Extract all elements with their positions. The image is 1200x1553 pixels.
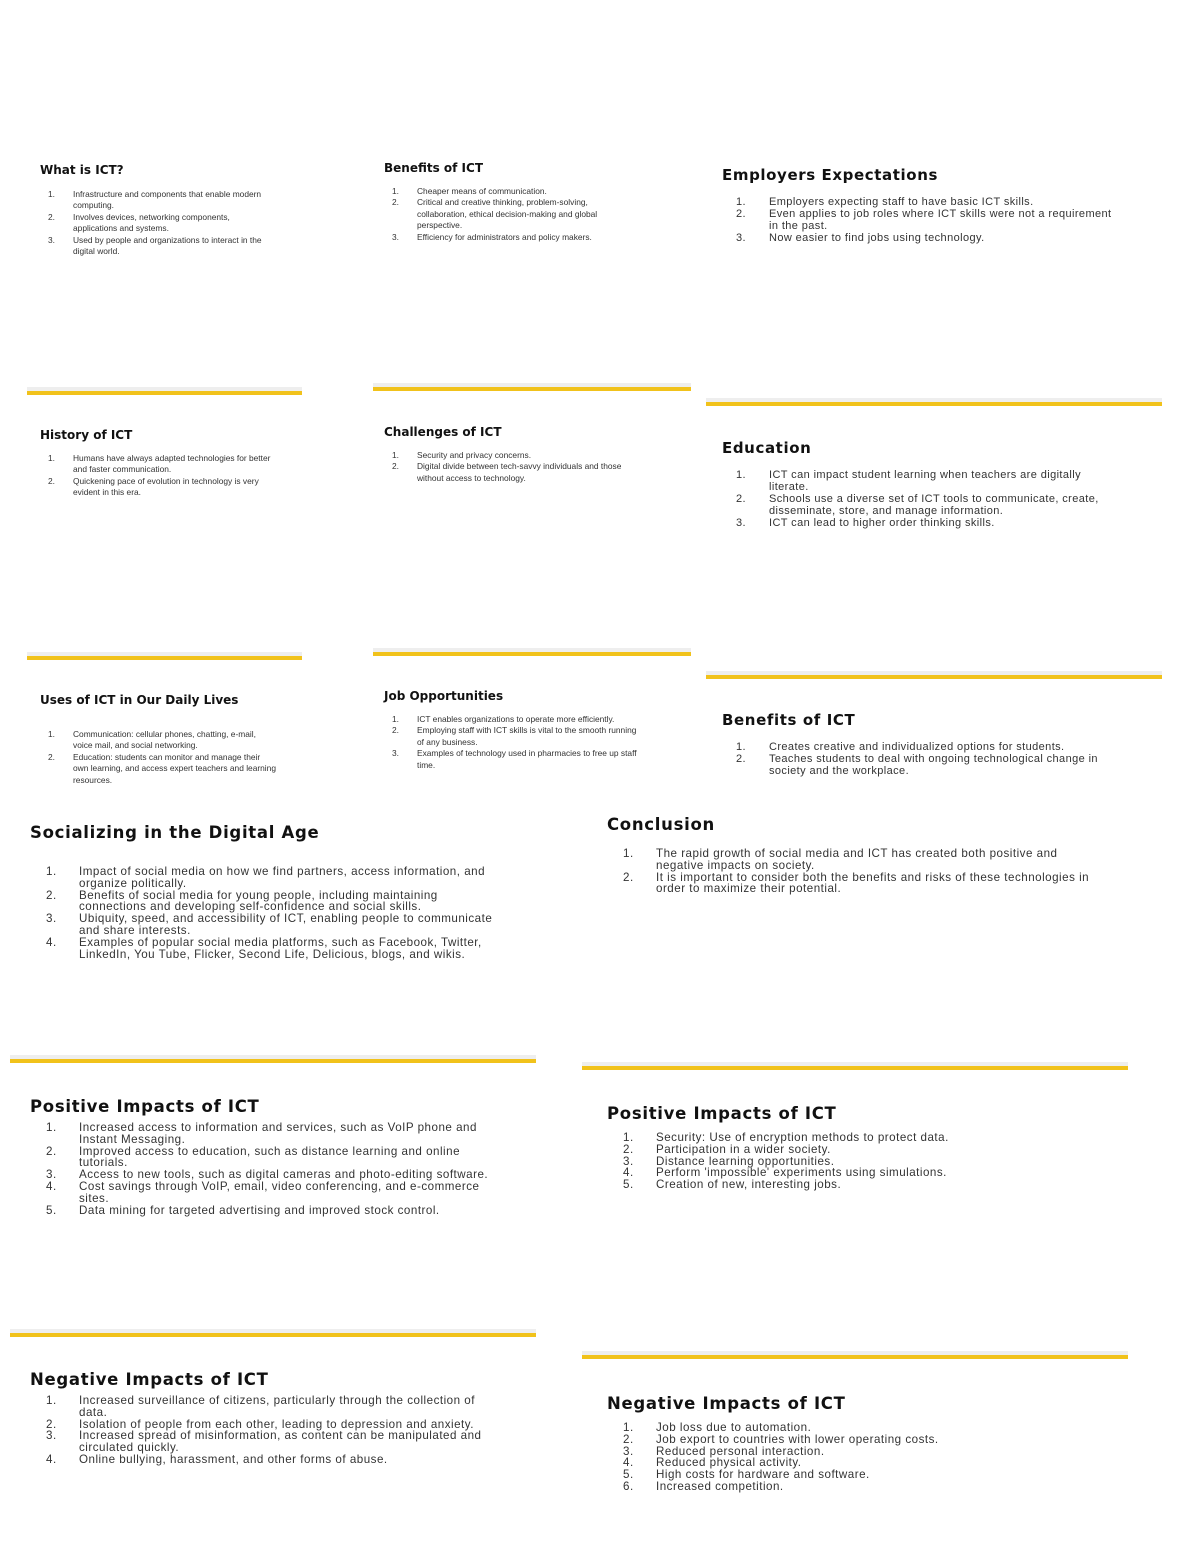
card-negative-impacts-1 — [30, 1370, 500, 1466]
list-item-number: 1. — [392, 186, 399, 196]
list-item-number: 1. — [623, 1131, 634, 1144]
card-history-of-ict — [40, 428, 276, 499]
list-item-text: Reduced personal interaction. — [656, 1444, 825, 1458]
list-item-text: Increased spread of misinformation, as content can be manipulated and circulated quickly. — [79, 1429, 482, 1455]
list-item-number: 1. — [736, 741, 746, 753]
list-item-number: 3. — [46, 1168, 57, 1182]
list-item — [48, 453, 276, 476]
card-title: Education — [722, 439, 812, 457]
card-title: Positive Impacts of ICT — [30, 1097, 260, 1116]
list-item-text: Increased competition. — [656, 1479, 784, 1493]
accent-divider — [373, 387, 691, 391]
card-challenges-of-ict — [384, 425, 644, 484]
accent-divider — [582, 1355, 1128, 1359]
list-item — [46, 1146, 500, 1170]
list-item-number: 2. — [623, 870, 634, 884]
list-item — [392, 450, 644, 461]
list-item-text: Reduced physical activity. — [656, 1456, 802, 1470]
card-benefits-of-ict-1 — [384, 161, 620, 243]
card-job-opportunities — [384, 689, 644, 771]
list-item-text: Used by people and organizations to interact in the digital world. — [73, 234, 262, 257]
accent-divider — [10, 1333, 536, 1337]
list-item-number: 3. — [623, 1154, 634, 1168]
list-item-text: Critical and creative thinking, problem-solving, collaboration, ethical decision-making and global perspective. — [417, 197, 598, 231]
list-item-number: 2. — [48, 211, 55, 222]
list-item — [48, 189, 276, 212]
list-item — [46, 1205, 500, 1217]
list-item-number: 3. — [46, 1429, 57, 1443]
list-item — [392, 714, 644, 725]
card-benefits-of-ict-2 — [722, 711, 1122, 777]
list-item-text: It is important to consider both the benefits and risks of these technologies in order to maximize their potential. — [656, 870, 1090, 896]
card-education — [722, 439, 1122, 529]
list-item-number: 1. — [46, 1121, 57, 1134]
list-item-text: Quickening pace of evolution in technology is very evident in this era. — [73, 475, 259, 498]
list-item-text: The rapid growth of social media and ICT has created both positive and negative impacts on society. — [656, 847, 1058, 872]
list-item-text: Ubiquity, speed, and accessibility of ICT, enabling people to communicate and share interests. — [79, 912, 493, 937]
card-list — [623, 1422, 1087, 1493]
list-item-number: 1. — [736, 196, 746, 208]
card-list — [46, 866, 500, 960]
card-list — [46, 1395, 500, 1466]
list-item-number: 3. — [736, 232, 746, 244]
list-item-number: 1. — [46, 865, 57, 878]
card-list — [623, 848, 1107, 895]
list-item-number: 2. — [46, 1417, 57, 1431]
list-item-number: 2. — [623, 1432, 634, 1446]
list-item-text: Humans have always adapted technologies for better and faster communication. — [73, 453, 271, 475]
list-item — [623, 1481, 1087, 1493]
card-title: What is ICT? — [40, 163, 124, 177]
list-item — [46, 1454, 500, 1466]
list-item-text: High costs for hardware and software. — [656, 1468, 870, 1482]
list-item-number: 2. — [48, 751, 55, 762]
list-item-text: Job loss due to automation. — [656, 1421, 812, 1434]
list-item-number: 4. — [623, 1456, 634, 1470]
list-item-text: ICT can lead to higher order thinking skills. — [769, 517, 995, 529]
card-positive-impacts-1 — [30, 1097, 500, 1216]
list-item-number: 2. — [736, 753, 746, 765]
list-item-text: Increased surveillance of citizens, particularly through the collection of data. — [79, 1394, 475, 1419]
card-list — [48, 453, 276, 499]
list-item-number: 2. — [392, 725, 399, 736]
list-item-text: Examples of technology used in pharmacies to free up staff time. — [417, 748, 637, 770]
list-item-number: 4. — [46, 1452, 57, 1466]
list-item — [736, 208, 1122, 232]
list-item-text: Online bullying, harassment, and other forms of abuse. — [79, 1452, 388, 1466]
list-item-number: 4. — [46, 1179, 57, 1193]
list-item-number: 3. — [736, 517, 746, 529]
list-item-number: 1. — [48, 729, 55, 739]
list-item-text: ICT can impact student learning when teachers are digitally literate. — [769, 469, 1081, 493]
list-item-text: Creation of new, interesting jobs. — [656, 1178, 842, 1192]
list-item-number: 1. — [392, 714, 399, 724]
list-item — [623, 1179, 1047, 1191]
list-item — [46, 937, 500, 961]
card-list — [392, 714, 644, 771]
list-item-text: Cheaper means of communication. — [417, 186, 547, 196]
list-item — [736, 232, 1122, 244]
accent-divider — [706, 402, 1162, 406]
card-uses-of-ict — [40, 693, 276, 786]
card-socializing-digital-age — [30, 823, 500, 960]
card-title: Conclusion — [607, 815, 715, 834]
list-item-text: Security and privacy concerns. — [417, 450, 532, 460]
accent-divider — [582, 1066, 1128, 1070]
list-item — [623, 872, 1107, 896]
list-item — [48, 235, 276, 258]
list-item — [736, 469, 1122, 493]
list-item-number: 2. — [623, 1142, 634, 1156]
list-item-text: Cost savings through VoIP, email, video conferencing, and e-commerce sites. — [79, 1179, 480, 1205]
card-title: Negative Impacts of ICT — [30, 1370, 269, 1389]
list-item-text: Perform 'impossible' experiments using simulations. — [656, 1166, 947, 1180]
card-list — [392, 186, 620, 243]
list-item-text: Communication: cellular phones, chatting, e-mail, voice mail, and social networking. — [73, 729, 256, 751]
card-title: Negative Impacts of ICT — [607, 1394, 846, 1413]
list-item — [736, 741, 1122, 753]
card-list — [736, 741, 1122, 777]
list-item — [46, 1181, 500, 1205]
card-list — [736, 469, 1122, 529]
card-title: Benefits of ICT — [384, 161, 484, 175]
card-positive-impacts-2 — [607, 1104, 1047, 1191]
list-item — [392, 232, 620, 243]
list-item-text: Job export to countries with lower operating costs. — [656, 1432, 939, 1446]
list-item-text: Examples of popular social media platforms, such as Facebook, Twitter, LinkedIn, You Tube, Flicker, Second Life, Delicious, blogs, and wikis. — [79, 935, 482, 961]
list-item-text: Involves devices, networking components, applications and systems. — [73, 211, 230, 234]
list-item-number: 4. — [623, 1166, 634, 1180]
list-item — [48, 476, 276, 499]
list-item-text: Efficiency for administrators and policy makers. — [417, 231, 592, 242]
list-item-number: 2. — [46, 1144, 57, 1158]
card-title: Positive Impacts of ICT — [607, 1104, 837, 1123]
list-item-number: 2. — [392, 461, 399, 472]
list-item — [46, 1430, 500, 1454]
card-list — [48, 189, 276, 257]
list-item — [736, 753, 1122, 777]
list-item — [392, 748, 644, 771]
card-title: Challenges of ICT — [384, 425, 502, 439]
list-item-text: Even applies to job roles where ICT skills were not a requirement in the past. — [769, 208, 1112, 232]
card-list — [392, 450, 644, 484]
list-item — [48, 752, 276, 786]
list-item-text: Digital divide between tech-savvy individuals and those without access to technology. — [417, 461, 622, 483]
list-item-number: 3. — [46, 912, 57, 926]
list-item — [736, 493, 1122, 517]
card-list — [736, 196, 1122, 244]
list-item-text: Data mining for targeted advertising and improved stock control. — [79, 1203, 440, 1217]
card-title: Employers Expectations — [722, 166, 939, 184]
list-item-number: 3. — [623, 1444, 634, 1458]
list-item-text: Participation in a wider society. — [656, 1142, 831, 1156]
list-item-number: 2. — [48, 475, 55, 486]
card-title: Job Opportunities — [384, 689, 504, 703]
accent-divider — [706, 675, 1162, 679]
list-item-text: Creates creative and individualized options for students. — [769, 741, 1065, 753]
list-item-text: Isolation of people from each other, leading to depression and anxiety. — [79, 1417, 474, 1431]
list-item-number: 1. — [392, 450, 399, 460]
accent-divider — [27, 656, 302, 660]
list-item-number: 4. — [46, 935, 57, 949]
card-title: Uses of ICT in Our Daily Lives — [40, 693, 239, 707]
list-item-number: 5. — [623, 1178, 634, 1192]
card-title: Socializing in the Digital Age — [30, 823, 320, 842]
list-item-text: Infrastructure and components that enable modern computing. — [73, 189, 262, 211]
list-item-number: 1. — [46, 1394, 57, 1407]
list-item-text: Teaches students to deal with ongoing technological change in society and the workplace. — [769, 753, 1098, 777]
list-item — [392, 186, 620, 197]
list-item-number: 1. — [48, 189, 55, 199]
list-item — [48, 729, 276, 752]
card-negative-impacts-2 — [607, 1394, 1087, 1493]
list-item-number: 2. — [736, 208, 746, 220]
list-item-number: 1. — [736, 469, 746, 481]
card-list — [48, 729, 276, 786]
list-item-text: Improved access to education, such as distance learning and online tutorials. — [79, 1144, 461, 1170]
list-item-number: 2. — [736, 493, 746, 505]
accent-divider — [10, 1059, 536, 1063]
list-item-number: 1. — [623, 1421, 634, 1434]
list-item — [46, 1395, 500, 1419]
card-list — [623, 1132, 1047, 1191]
list-item-text: Distance learning opportunities. — [656, 1154, 835, 1168]
list-item — [46, 1122, 500, 1146]
list-item-text: Impact of social media on how we find partners, access information, and organize politically. — [79, 865, 486, 890]
list-item-text: Access to new tools, such as digital cameras and photo-editing software. — [79, 1168, 489, 1182]
list-item-text: Employing staff with ICT skills is vital to the smooth running of any business. — [417, 725, 637, 747]
card-employers-expectations — [722, 166, 1122, 244]
list-item — [392, 197, 620, 231]
list-item-text: Benefits of social media for young people, including maintaining connections and developing self-confidence and social skills. — [79, 888, 438, 914]
list-item — [392, 461, 644, 484]
list-item-text: Schools use a diverse set of ICT tools to communicate, create, disseminate, store, and manage information. — [769, 493, 1099, 517]
list-item-text: Increased access to information and services, such as VoIP phone and Instant Messaging. — [79, 1121, 477, 1146]
list-item-number: 3. — [48, 234, 55, 245]
list-item-number: 5. — [623, 1468, 634, 1482]
list-item — [48, 212, 276, 235]
accent-divider — [373, 652, 691, 656]
list-item-number: 2. — [392, 197, 399, 208]
accent-divider — [27, 391, 302, 395]
list-item — [736, 196, 1122, 208]
list-item-text: Now easier to find jobs using technology. — [769, 232, 985, 244]
list-item-text: Education: students can monitor and manage their own learning, and access expert teachers and learning resources. — [73, 751, 276, 785]
list-item — [392, 725, 644, 748]
card-what-is-ict — [40, 163, 276, 257]
card-title: Benefits of ICT — [722, 711, 856, 729]
list-item-number: 5. — [46, 1203, 57, 1217]
list-item-number: 1. — [623, 847, 634, 860]
card-title: History of ICT — [40, 428, 133, 442]
list-item — [46, 913, 500, 937]
list-item-number: 2. — [46, 888, 57, 902]
list-item-number: 3. — [392, 748, 399, 759]
card-list — [46, 1122, 500, 1216]
list-item-text: Employers expecting staff to have basic ICT skills. — [769, 196, 1034, 208]
list-item — [736, 517, 1122, 529]
list-item — [623, 848, 1107, 872]
list-item-text: Security: Use of encryption methods to protect data. — [656, 1131, 949, 1144]
list-item — [46, 890, 500, 914]
list-item-number: 1. — [48, 453, 55, 463]
list-item-number: 3. — [392, 231, 399, 242]
card-conclusion — [607, 815, 1107, 895]
list-item-number: 6. — [623, 1479, 634, 1493]
list-item-text: ICT enables organizations to operate more efficiently. — [417, 714, 615, 724]
list-item — [46, 866, 500, 890]
